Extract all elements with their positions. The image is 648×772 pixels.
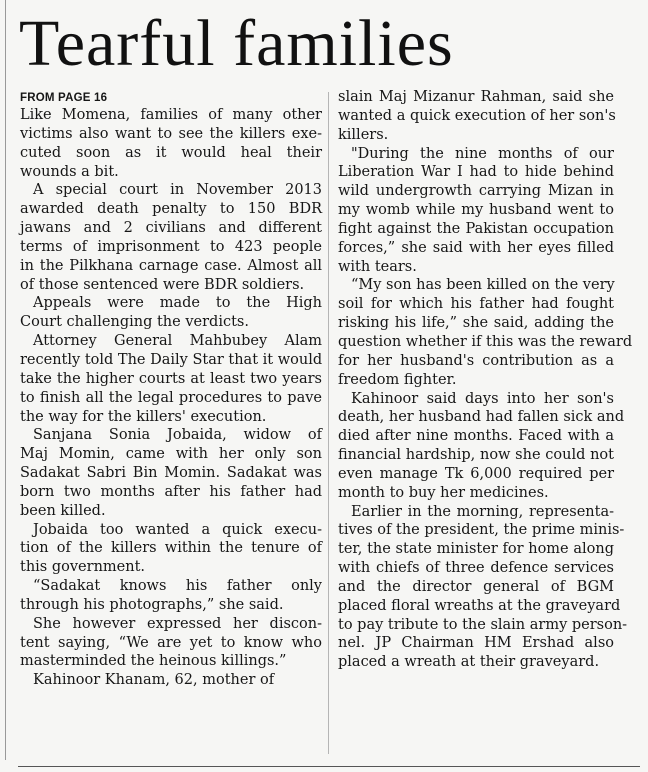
article-paragraph (338, 503, 628, 673)
paragraph-line: question whether if this was the reward (338, 333, 633, 350)
paragraph-line: born two months after his father had (20, 483, 322, 500)
right-column-body (338, 88, 633, 672)
paragraph-line: wanted a quick execution of her son's (338, 107, 616, 124)
paragraph-line: even manage Tk 6,000 required per (338, 465, 614, 482)
paragraph-line: take the higher courts at least two years (20, 370, 322, 387)
paragraph-line: been killed. (20, 502, 106, 519)
page-bottom-rule (18, 766, 640, 767)
paragraph-line: Appeals were made to the High (33, 295, 322, 312)
paragraph-line: Court challenging the verdicts. (20, 314, 249, 331)
paragraph-line: and the director general of BGM (338, 578, 614, 595)
paragraph-line: "During the nine months of our (351, 145, 614, 162)
article-column-right (338, 88, 633, 672)
article-paragraph (338, 145, 614, 277)
page-left-rule (5, 0, 6, 760)
paragraph-line: Maj Momin, came with her only son (20, 446, 322, 463)
paragraph-line: tion of the killers within the tenure of (20, 540, 322, 557)
article-paragraph (338, 88, 614, 145)
paragraph-line: death, her husband had fallen sick and (338, 409, 625, 426)
paragraph-line: Kahinoor said days into her son's (351, 390, 614, 407)
paragraph-line: victims also want to see the killers exe- (20, 125, 322, 142)
headline: Tearful families (19, 7, 454, 80)
paragraph-line: risking his life,” she said, adding the (338, 315, 614, 332)
paragraph-line: Liberation War I had to hide behind (338, 164, 614, 181)
paragraph-line: terms of imprisonment to 423 people (20, 238, 322, 255)
article-paragraph (20, 332, 322, 426)
paragraph-line: masterminded the heinous killings.” (20, 653, 287, 670)
paragraph-line: placed a wreath at their graveyard. (338, 654, 600, 671)
paragraph-line: jawans and 2 civilians and different (20, 220, 322, 237)
paragraph-line: Attorney General Mahbubey Alam (33, 333, 322, 350)
paragraph-line: in the Pilkhana carnage case. Almost all (20, 257, 322, 274)
paragraph-line: “My son has been killed on the very (351, 277, 615, 294)
paragraph-line: with tears. (338, 258, 417, 275)
left-column-body (20, 106, 322, 690)
paragraph-line: nel. JP Chairman HM Ershad also (338, 635, 614, 652)
paragraph-line: awarded death penalty to 150 BDR (20, 201, 322, 218)
article-paragraph (20, 426, 322, 520)
paragraph-line: fight against the Pakistan occupation (338, 220, 614, 237)
paragraph-line: my womb while my husband went to (338, 202, 614, 219)
article-paragraph (20, 521, 322, 578)
paragraph-line: Earlier in the morning, representa- (351, 503, 614, 520)
paragraph-line: placed floral wreaths at the graveyard (338, 597, 621, 614)
paragraph-line: forces,” she said with her eyes filled (338, 239, 614, 256)
paragraph-line: A special court in November 2013 (33, 182, 322, 199)
paragraph-line: Jobaida too wanted a quick execu- (33, 521, 322, 538)
paragraph-line: Sadakat Sabri Bin Momin. Sadakat was (20, 465, 322, 482)
column-divider (328, 92, 329, 754)
paragraph-line: tent saying, “We are yet to know who (20, 634, 322, 651)
paragraph-line: wounds a bit. (20, 163, 119, 180)
paragraph-line: through his photographs,” she said. (20, 596, 284, 613)
paragraph-line: Kahinoor Khanam, 62, mother of (33, 672, 275, 689)
continuation-kicker: FROM PAGE 16 (20, 92, 108, 104)
paragraph-line: “Sadakat knows his father only (33, 578, 322, 595)
paragraph-line: Like Momena, families of many other (20, 107, 322, 123)
paragraph-line: wild undergrowth carrying Mizan in (338, 183, 614, 200)
paragraph-line: tives of the president, the prime minis- (338, 522, 625, 539)
paragraph-line: for her husband's contribution as a (338, 352, 614, 369)
article-paragraph (20, 106, 322, 181)
article-paragraph (20, 615, 322, 672)
paragraph-line: died after nine months. Faced with a (338, 428, 614, 445)
article-paragraph (20, 294, 322, 332)
paragraph-line: killers. (338, 126, 389, 143)
paragraph-line: month to buy her medicines. (338, 484, 549, 501)
article-paragraph (338, 390, 625, 503)
paragraph-line: cuted soon as it would heal their (20, 144, 322, 161)
paragraph-line: financial hardship, now she could not (338, 447, 614, 464)
paragraph-line: with chiefs of three defence services (338, 560, 614, 577)
paragraph-line: slain Maj Mizanur Rahman, said she (338, 89, 614, 105)
paragraph-line: of those sentenced were BDR soldiers. (20, 276, 305, 293)
paragraph-line: to finish all the legal procedures to pave (20, 389, 322, 406)
article-paragraph (20, 181, 322, 294)
article-paragraph (20, 577, 322, 615)
paragraph-line: to pay tribute to the slain army person- (338, 616, 628, 633)
paragraph-line: the way for the killers' execution. (20, 408, 267, 425)
paragraph-line: freedom fighter. (338, 371, 457, 388)
paragraph-line: She however expressed her discon- (33, 615, 322, 632)
paragraph-line: ter, the state minister for home along (338, 541, 614, 558)
paragraph-line: Sanjana Sonia Jobaida, widow of (33, 427, 322, 444)
article-paragraph (338, 276, 633, 389)
article-paragraph (20, 671, 322, 690)
paragraph-line: soil for which his father had fought (338, 296, 614, 313)
article-column-left (20, 88, 322, 690)
paragraph-line: recently told The Daily Star that it would (20, 351, 323, 368)
paragraph-line: this government. (20, 559, 146, 576)
